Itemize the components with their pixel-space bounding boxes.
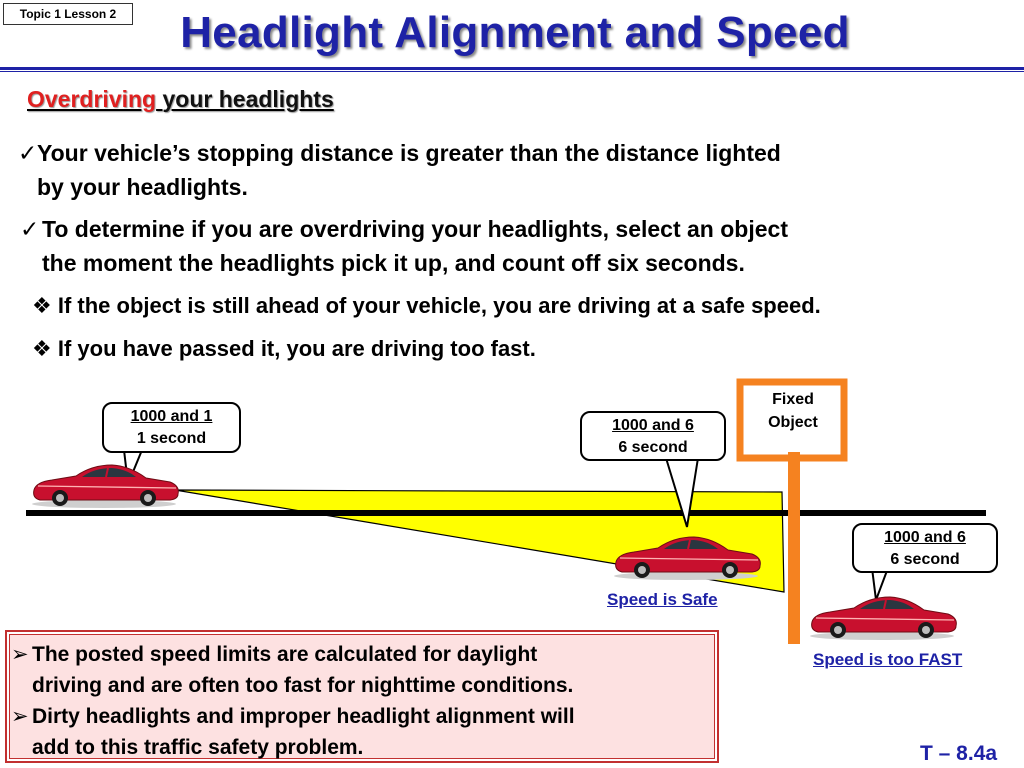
fixed-object-label-line: Object (768, 414, 818, 431)
diamond-bullet-icon: ❖ (32, 293, 52, 318)
fixed-object-label-line: Fixed (772, 391, 814, 408)
bullet-line: To determine if you are overdriving your headlights, select an object (42, 216, 788, 242)
bullet-line: by your headlights. (37, 174, 248, 200)
note-dirty-headlights (11, 701, 701, 763)
car-start (32, 465, 178, 508)
section-heading-emphasis: Overdriving (27, 86, 157, 112)
note-line: add to this traffic safety problem. (32, 736, 364, 759)
callout-count: 1000 and 6 (884, 529, 966, 546)
speed-fast-label: Speed is too FAST (813, 650, 963, 669)
bullet-line: the moment the headlights pick it up, and count off six seconds. (42, 250, 745, 276)
arrow-bullet-icon: ➢ (11, 643, 29, 666)
topic-tag: Topic 1 Lesson 2 (3, 3, 133, 25)
note-line: The posted speed limits are calculated for daylight (32, 643, 538, 666)
fixed-object-post (788, 452, 800, 644)
check-icon: ✓ (20, 216, 40, 242)
callout-count: 1000 and 1 (130, 408, 213, 425)
callout-seconds: 6 second (618, 439, 688, 456)
callout-six-seconds-safe (580, 411, 726, 461)
page-title: Headlight Alignment and Speed (180, 8, 850, 57)
callout-seconds: 1 second (136, 430, 207, 447)
road-line (26, 510, 986, 516)
speed-safe-label: Speed is Safe (607, 590, 718, 609)
sub-bullet-text: If you have passed it, you are driving too fast. (57, 336, 536, 361)
fixed-object-label (749, 388, 837, 434)
arrow-bullet-icon: ➢ (11, 705, 29, 728)
sub-bullet-text: If the object is still ahead of your vehicle, you are driving at a safe speed. (57, 293, 821, 318)
check-icon: ✓ (18, 140, 38, 166)
callout-six-seconds-fast (852, 523, 998, 573)
car-too-fast (810, 597, 956, 640)
callout-seconds: 6 second (890, 551, 960, 568)
diamond-bullet-icon: ❖ (32, 336, 52, 361)
note-line: driving and are often too fast for nighttime conditions. (32, 674, 574, 697)
callout-one-second (102, 402, 241, 453)
bullet-line: Your vehicle’s stopping distance is greater than the distance lighted (37, 140, 781, 166)
note-line: Dirty headlights and improper headlight alignment will (32, 705, 575, 728)
callout-count: 1000 and 6 (612, 417, 694, 434)
section-heading-rest: your headlights (162, 86, 334, 112)
note-posted-speed (11, 639, 701, 701)
slide-number: T – 8.4a (920, 742, 998, 765)
